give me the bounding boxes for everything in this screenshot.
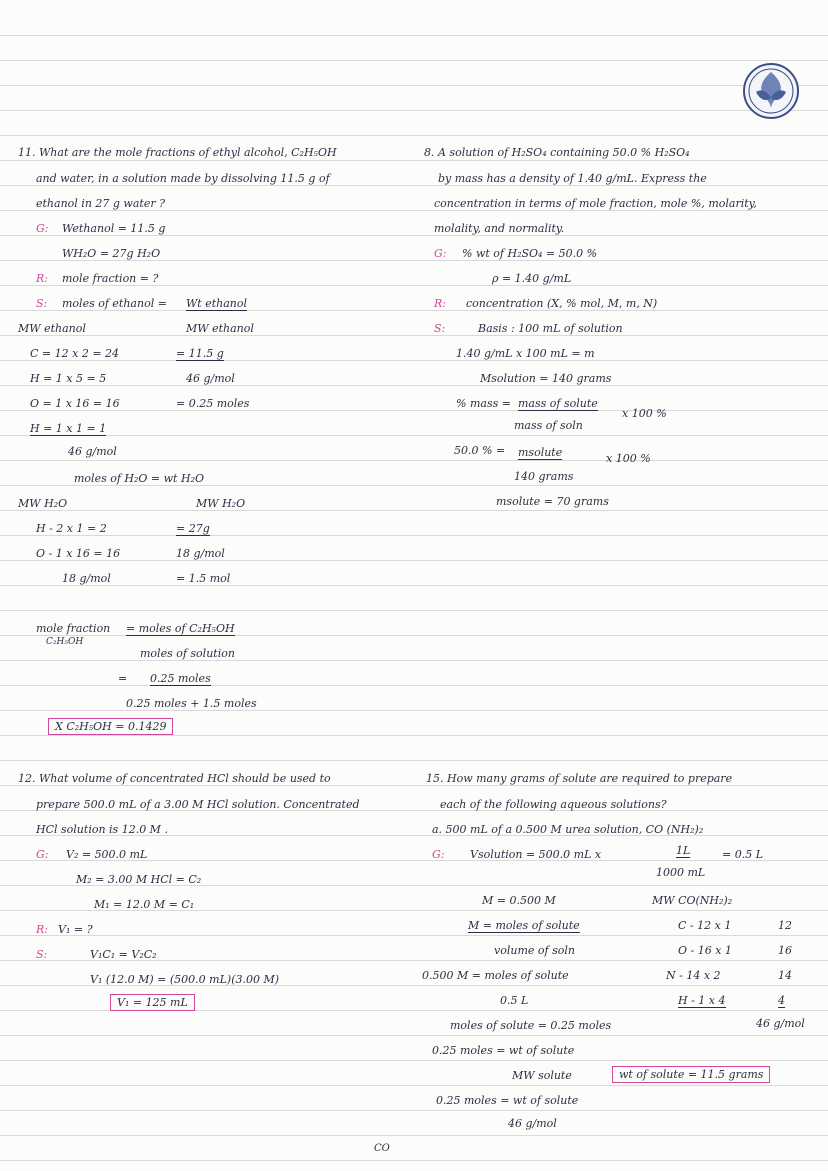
q8-given-2: ρ = 1.40 g/mL: [492, 272, 572, 285]
q8-basis: Basis : 100 mL of solution: [478, 322, 623, 335]
q11-mw-water-o: O - 1 x 16 = 16: [36, 547, 121, 560]
q11-moles-water-eq: moles of H₂O = wt H₂O: [74, 472, 204, 485]
q15-m-den: volume of soln: [494, 944, 575, 957]
q15-given-label: G:: [432, 848, 445, 861]
q8-question-line-3: concentration in terms of mole fraction, mole %, molarity,: [434, 197, 757, 210]
q15-question-line-3: a. 500 mL of a 0.500 M urea solution, CO (NH₂)₂: [432, 823, 704, 836]
q8-fifty: 50.0 % =: [454, 444, 506, 457]
q15-vsolution: Vsolution = 500.0 mL x: [470, 848, 602, 861]
q11-mw-h2: H = 1 x 1 = 1: [30, 422, 107, 435]
q12-solution-label: S:: [36, 948, 48, 961]
q11-water-mw: 18 g/mol: [176, 547, 225, 560]
q11-mole-fraction-label: mole fraction: [36, 622, 111, 635]
q11-mf-den2: 0.25 moles + 1.5 moles: [126, 697, 257, 710]
q15-molarity: M = 0.500 M: [482, 894, 556, 907]
q11-water-mass: = 27g: [176, 522, 210, 535]
q12-given-label: G:: [36, 848, 49, 861]
q15-mw-h-val: 4: [778, 994, 785, 1007]
q15-mass-eq2: 0.25 moles = wt of solute: [436, 1094, 579, 1107]
q12-question-line-1: 12. What volume of concentrated HCl should be used to: [18, 772, 331, 785]
q12-answer-box: V₁ = 125 mL: [110, 994, 195, 1011]
q11-mw-h: H = 1 x 5 = 5: [30, 372, 107, 385]
q15-mass-eq: 0.25 moles = wt of solute: [432, 1044, 575, 1057]
q8-required: concentration (X, % mol, M, m, N): [466, 297, 658, 310]
q11-mf-numerator: = moles of C₂H₅OH: [126, 622, 235, 635]
q8-fifty-mult: x 100 %: [606, 452, 651, 465]
q15-mw-head: MW CO(NH₂)₂: [652, 894, 733, 907]
q8-solution-label: S:: [434, 322, 446, 335]
q8-question-line-4: molality, and normality.: [434, 222, 565, 235]
q12-solution-1: V₁C₁ = V₂C₂: [90, 948, 157, 961]
q15-question-line-2: each of the following aqueous solutions?: [440, 798, 667, 811]
q8-pct-denominator: mass of soln: [514, 419, 583, 432]
q15-mw-c: C - 12 x 1: [678, 919, 732, 932]
q12-given-1: V₂ = 500.0 mL: [66, 848, 148, 861]
q8-pct-numerator: mass of solute: [518, 397, 598, 410]
q8-question-line-1: 8. A solution of H₂SO₄ containing 50.0 % H₂SO₄: [424, 146, 690, 159]
q11-eth-moles: = 0.25 moles: [176, 397, 250, 410]
q11-solution-label: S:: [36, 297, 48, 310]
q11-answer-box: X C₂H₅OH = 0.1429: [48, 718, 173, 735]
q15-mass-den: MW solute: [512, 1069, 572, 1082]
q11-required-label: R:: [36, 272, 48, 285]
q11-given-1: Wethanol = 11.5 g: [62, 222, 166, 235]
q11-question-line-3: ethanol in 27 g water ?: [36, 197, 165, 210]
q11-given-label: G:: [36, 222, 49, 235]
q11-mw-total: 46 g/mol: [68, 445, 117, 458]
q11-mf-denominator: moles of solution: [140, 647, 235, 660]
q15-m-eq: M = moles of solute: [468, 919, 580, 932]
q12-question-line-2: prepare 500.0 mL of a 3.00 M HCl solution. Concentrated: [36, 798, 360, 811]
q8-given-label: G:: [434, 247, 447, 260]
q11-eth-mw: 46 g/mol: [186, 372, 235, 385]
q12-required: V₁ = ?: [58, 923, 93, 936]
q11-mf-num2: 0.25 moles: [150, 672, 211, 685]
q8-required-label: R:: [434, 297, 446, 310]
q15-mw-total: 46 g/mol: [756, 1017, 805, 1030]
q15-mw-o: O - 16 x 1: [678, 944, 732, 957]
q11-moles-ethanol-eq: moles of ethanol =: [62, 297, 167, 310]
q11-required: mole fraction = ?: [62, 272, 159, 285]
q11-question-line-2: and water, in a solution made by dissolving 11.5 g of: [36, 172, 330, 185]
q11-mw-water-h: H - 2 x 1 = 2: [36, 522, 107, 535]
q11-mw-ethanol-den: MW ethanol: [186, 322, 254, 335]
q11-mw-ethanol-label: MW ethanol: [18, 322, 86, 335]
q15-answer-box: wt of solute = 11.5 grams: [612, 1066, 770, 1083]
q11-mw-o: O = 1 x 16 = 16: [30, 397, 120, 410]
school-emblem-icon: [742, 62, 800, 120]
q15-mass-den2: 46 g/mol: [508, 1117, 557, 1130]
q12-given-2: M₂ = 3.00 M HCl = C₂: [76, 873, 202, 886]
q11-mw-water-label: MW H₂O: [18, 497, 68, 510]
q15-mw-h: H - 1 x 4: [678, 994, 726, 1007]
q12-question-line-3: HCl solution is 12.0 M .: [36, 823, 168, 836]
footer-mark: CO: [374, 1143, 390, 1154]
q8-pct-label: % mass =: [456, 397, 511, 410]
q8-mass-solution: Msolution = 140 grams: [480, 372, 612, 385]
q15-mw-n: N - 14 x 2: [666, 969, 721, 982]
q12-given-3: M₁ = 12.0 M = C₁: [94, 898, 195, 911]
q8-pct-mult: x 100 %: [622, 407, 667, 420]
q11-mw-c: C = 12 x 2 = 24: [30, 347, 120, 360]
q11-mw-water-den: MW H₂O: [196, 497, 246, 510]
q15-conv-result: = 0.5 L: [722, 848, 764, 861]
q15-mw-n-val: 14: [778, 969, 792, 982]
q11-water-moles: = 1.5 mol: [176, 572, 231, 585]
q12-solution-2: V₁ (12.0 M) = (500.0 mL)(3.00 M): [90, 973, 280, 986]
q8-question-line-2: by mass has a density of 1.40 g/mL. Express the: [438, 172, 707, 185]
q8-given-1: % wt of H₂SO₄ = 50.0 %: [462, 247, 598, 260]
q15-mw-c-val: 12: [778, 919, 792, 932]
q11-wt-ethanol: Wt ethanol: [186, 297, 248, 310]
q15-conv-numerator: 1L: [676, 844, 691, 857]
q11-question-line-1: 11. What are the mole fractions of ethyl alcohol, C₂H₅OH: [18, 146, 337, 159]
q11-mw-water-total: 18 g/mol: [62, 572, 111, 585]
q11-given-2: WH₂O = 27g H₂O: [62, 247, 161, 260]
q15-moles: moles of solute = 0.25 moles: [450, 1019, 612, 1032]
q15-m-sub: 0.500 M = moles of solute: [422, 969, 569, 982]
q15-mw-o-val: 16: [778, 944, 792, 957]
q15-question-line-1: 15. How many grams of solute are required to prepare: [426, 772, 733, 785]
q15-m-sub-den: 0.5 L: [500, 994, 529, 1007]
q8-fifty-denominator: 140 grams: [514, 470, 574, 483]
q8-density-line: 1.40 g/mL x 100 mL = m: [456, 347, 595, 360]
q12-required-label: R:: [36, 923, 48, 936]
q11-mf-eq2: =: [118, 672, 128, 685]
q8-msolute: msolute = 70 grams: [496, 495, 609, 508]
q11-eth-mass: = 11.5 g: [176, 347, 224, 360]
q11-mole-fraction-sub: C₂H₅OH: [46, 637, 84, 647]
q8-fifty-numerator: msolute: [518, 446, 563, 459]
q15-conv-denominator: 1000 mL: [656, 866, 706, 879]
